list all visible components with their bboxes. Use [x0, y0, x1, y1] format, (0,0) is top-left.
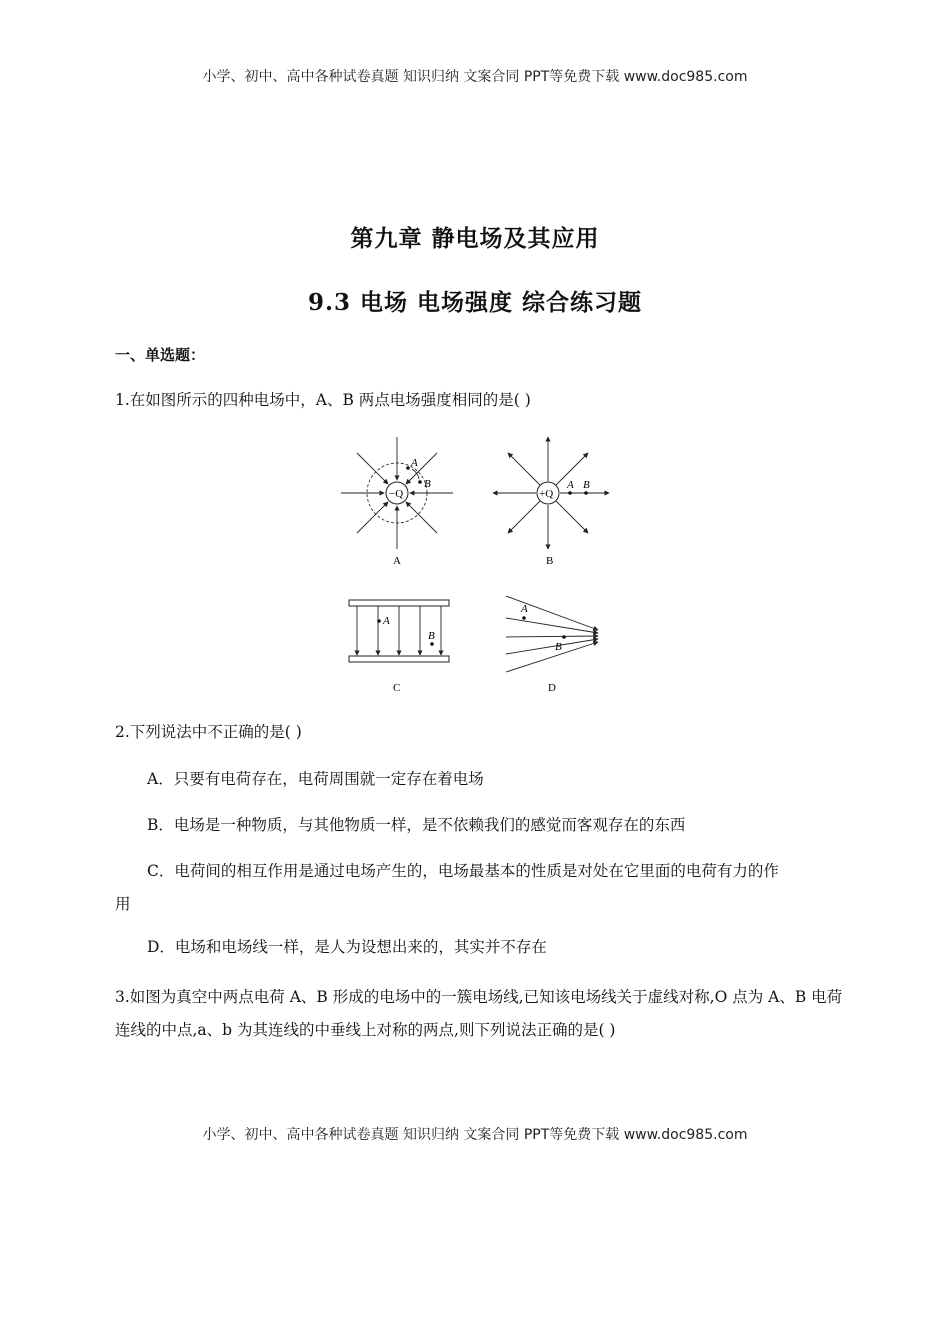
q2-option-c: C．电荷间的相互作用是通过电场产生的，电场最基本的性质是对处在它里面的电荷有力的作	[147, 862, 779, 880]
q2-option-b: B．电场是一种物质，与其他物质一样，是不依赖我们的感觉而客观存在的东西	[147, 816, 686, 834]
page-header: 小学、初中、高中各种试卷真题 知识归纳 文案合同 PPT等免费下载 www.doc985.com	[202, 69, 748, 85]
fig-a-label-a: A	[411, 457, 418, 469]
fig-b-caption: B	[546, 555, 554, 567]
question-3: 3.如图为真空中两点电荷 A、B 形成的电场中的一簇电场线,已知该电场线关于虚线对称,O 点为 A、B 电荷连线的中点,a、b 为其连线的中垂线上对称的两点,则下列说法正确的是( )	[115, 988, 843, 1039]
figure-c-uniform-field	[345, 596, 455, 696]
fig-c-label-a: A	[383, 615, 390, 627]
figure-b-positive-charge-field	[492, 435, 612, 570]
fig-a-charge: −Q	[389, 488, 404, 500]
q2-option-a: A．只要有电荷存在，电荷周围就一定存在着电场	[147, 770, 484, 788]
fig-d-caption: D	[548, 682, 556, 694]
question-1: 1.在如图所示的四种电场中，A、B 两点电场强度相同的是( )	[115, 391, 531, 409]
fig-a-label-b: B	[424, 478, 431, 490]
q2-option-c-continued: 用	[115, 895, 131, 913]
page-footer: 小学、初中、高中各种试卷真题 知识归纳 文案合同 PPT等免费下载 www.doc985.com	[202, 1127, 748, 1143]
question-2: 2.下列说法中不正确的是( )	[115, 723, 302, 741]
fig-c-caption: C	[393, 682, 401, 694]
fig-c-label-b: B	[428, 630, 435, 642]
figure-d-nonuniform-field	[500, 590, 610, 696]
fig-b-charge: +Q	[539, 488, 554, 500]
chapter-title: 第九章 静电场及其应用	[350, 225, 600, 252]
fig-d-label-b: B	[555, 641, 562, 653]
fig-a-caption: A	[393, 555, 401, 567]
fig-d-label-a: A	[521, 603, 528, 615]
figure-a-negative-charge-field	[340, 435, 455, 570]
q2-option-d: D．电场和电场线一样，是人为设想出来的，其实并不存在	[147, 938, 547, 956]
section-title: 9.3 电场 电场强度 综合练习题	[307, 289, 643, 316]
fig-b-label-a: A	[567, 479, 574, 491]
fig-b-label-b: B	[583, 479, 590, 491]
part-heading: 一、单选题：	[115, 346, 206, 364]
